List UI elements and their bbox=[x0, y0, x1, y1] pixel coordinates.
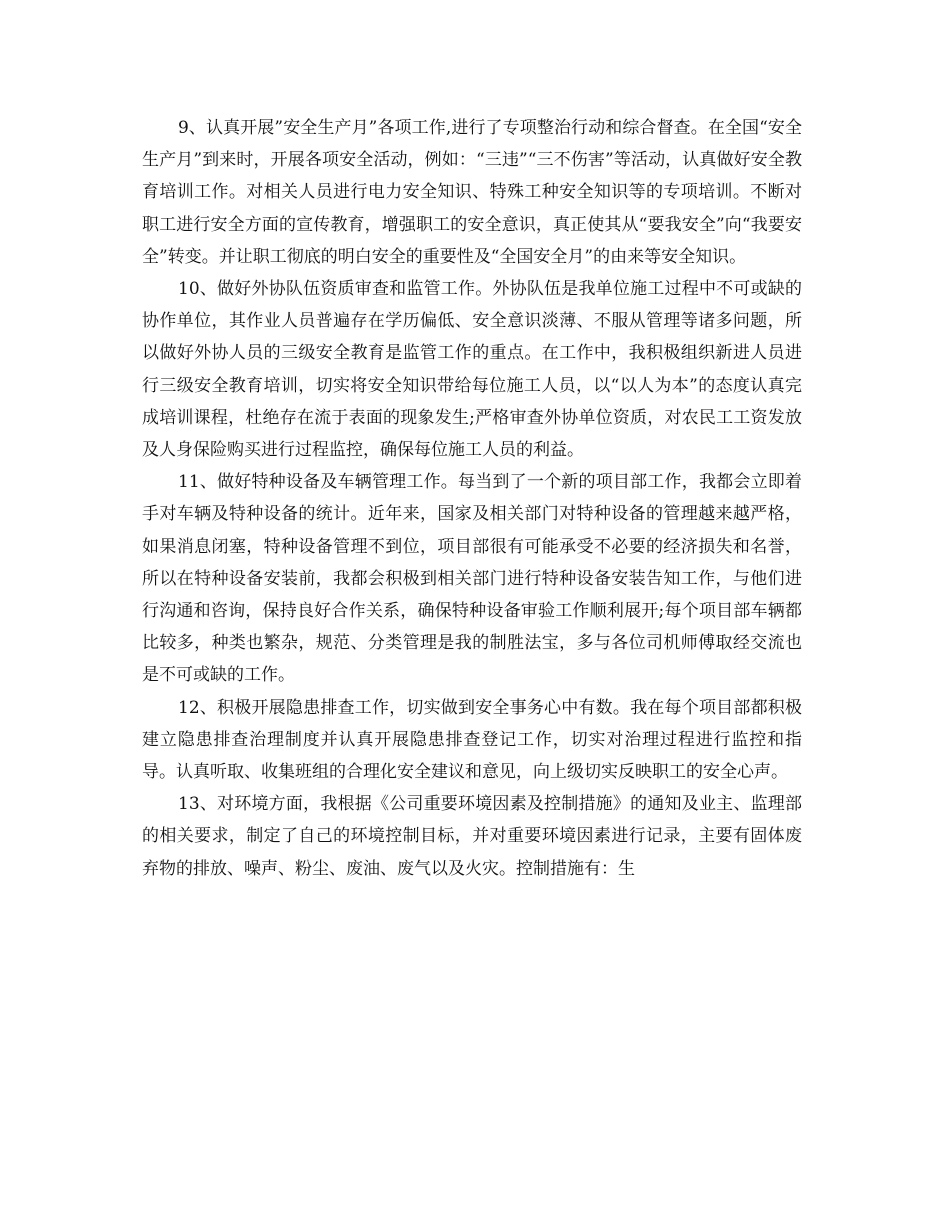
paragraph-item-12: 12、积极开展隐患排查工作，切实做到安全事务心中有数。我在每个项目部都积极建立隐患排查治理制度并认真开展隐患排查登记工作，切实对治理过程进行监控和指导。认真听取、收集班组的合理化安全建议和意见，向上级切实反映职工的安全心声。 bbox=[142, 697, 802, 783]
paragraph-item-9: 9、认真开展”安全生产月”各项工作,进行了专项整治行动和综合督查。在全国“安全生产月”到来时，开展各项安全活动，例如：“三违”“三不伤害”等活动，认真做好安全教育培训工作。对相关人员进行电力安全知识、特殊工种安全知识等的专项培训。不断对职工进行安全方面的宣传教育，增强职工的安全意识，真正使其从“要我安全”向“我要安全”转变。并让职工彻底的明白安全的重要性及“全国安全月”的由来等安全知识。 bbox=[142, 118, 802, 267]
paragraph-item-11: 11、做好特种设备及车辆管理工作。每当到了一个新的项目部工作，我都会立即着手对车辆及特种设备的统计。近年来，国家及相关部门对特种设备的管理越来越严格，如果消息闭塞，特种设备管理不到位，项目部很有可能承受不必要的经济损失和名誉，所以在特种设备安装前，我都会积极到相关部门进行特种设备安装告知工作，与他们进行沟通和咨询，保持良好合作关系，确保特种设备审验工作顺利展开;每个项目部车辆都比较多，种类也繁杂，规范、分类管理是我的制胜法宝，多与各位司机师傅取经交流也是不可或缺的工作。 bbox=[142, 472, 802, 686]
document-page bbox=[142, 112, 802, 885]
paragraph-item-10: 10、做好外协队伍资质审查和监管工作。外协队伍是我单位施工过程中不可或缺的协作单位，其作业人员普遍存在学历偏低、安全意识淡薄、不服从管理等诸多问题，所以做好外协人员的三级安全教育是监管工作的重点。在工作中，我积极组织新进人员进行三级安全教育培训，切实将安全知识带给每位施工人员，以“以人为本”的态度认真完成培训课程，杜绝存在流于表面的现象发生;严格审查外协单位资质，对农民工工资发放及人身保险购买进行过程监控，确保每位施工人员的利益。 bbox=[142, 279, 802, 461]
paragraph-item-13: 13、对环境方面，我根据《公司重要环境因素及控制措施》的通知及业主、监理部的相关要求，制定了自己的环境控制目标，并对重要环境因素进行记录，主要有固体废弃物的排放、噪声、粉尘、废油、废气以及火灾。控制措施有：生 bbox=[142, 794, 802, 879]
